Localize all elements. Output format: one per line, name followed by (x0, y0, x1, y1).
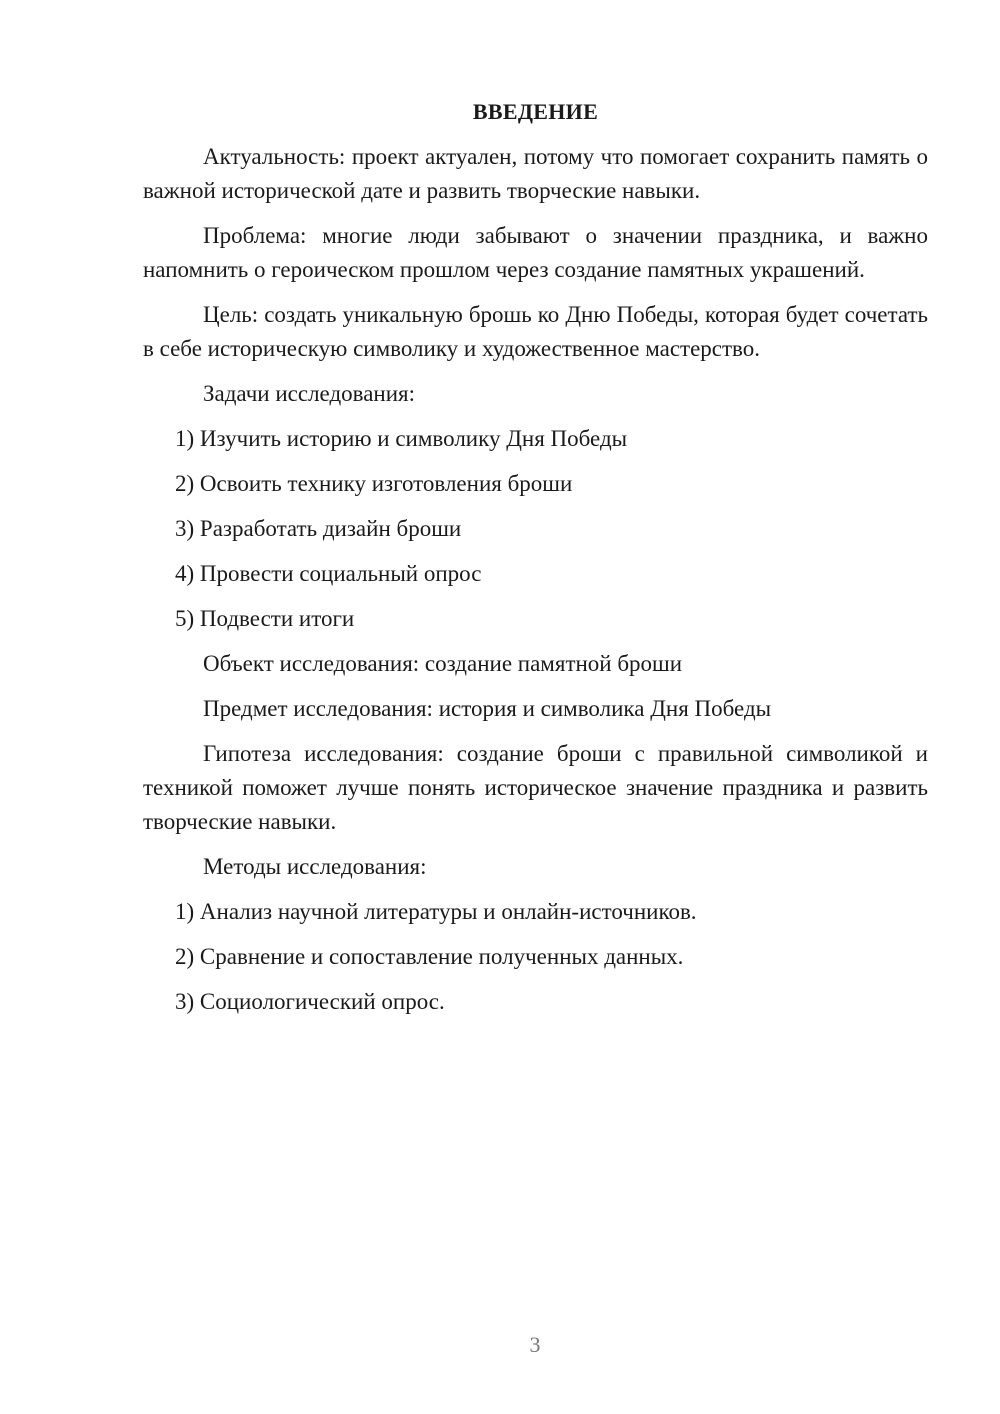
task-item: 1) Изучить историю и символику Дня Победы (175, 426, 628, 451)
task-item: 5) Подвести итоги (175, 606, 355, 631)
hypothesis-paragraph: Гипотеза исследования: создание броши с правильной символикой и техникой поможет лучше понять историческое значение праздника и развить творческие навыки. (143, 741, 928, 834)
page-number: 3 (529, 1332, 541, 1357)
task-item: 3) Разработать дизайн броши (175, 516, 462, 541)
page-title: ВВЕДЕНИЕ (472, 99, 599, 124)
object-paragraph: Объект исследования: создание памятной броши (203, 651, 683, 676)
document-page (143, 95, 928, 1030)
goal-paragraph: Цель: создать уникальную брошь ко Дню Победы, которая будет сочетать в себе историческую символику и художественное мастерство. (143, 302, 928, 361)
method-item: 2) Сравнение и сопоставление полученных данных. (175, 944, 684, 969)
problem-paragraph: Проблема: многие люди забывают о значении праздника, и важно напомнить о героическом прошлом через создание памятных украшений. (143, 223, 928, 282)
method-item: 1) Анализ научной литературы и онлайн-источников. (175, 899, 697, 924)
tasks-heading: Задачи исследования: (203, 381, 416, 406)
task-item: 2) Освоить технику изготовления броши (175, 471, 573, 496)
methods-heading: Методы исследования: (203, 854, 427, 879)
method-item: 3) Социологический опрос. (175, 989, 445, 1014)
subject-paragraph: Предмет исследования: история и символика Дня Победы (203, 696, 772, 721)
relevance-paragraph: Актуальность: проект актуален, потому что помогает сохранить память о важной исторической дате и развить творческие навыки. (143, 144, 928, 203)
task-item: 4) Провести социальный опрос (175, 561, 482, 586)
